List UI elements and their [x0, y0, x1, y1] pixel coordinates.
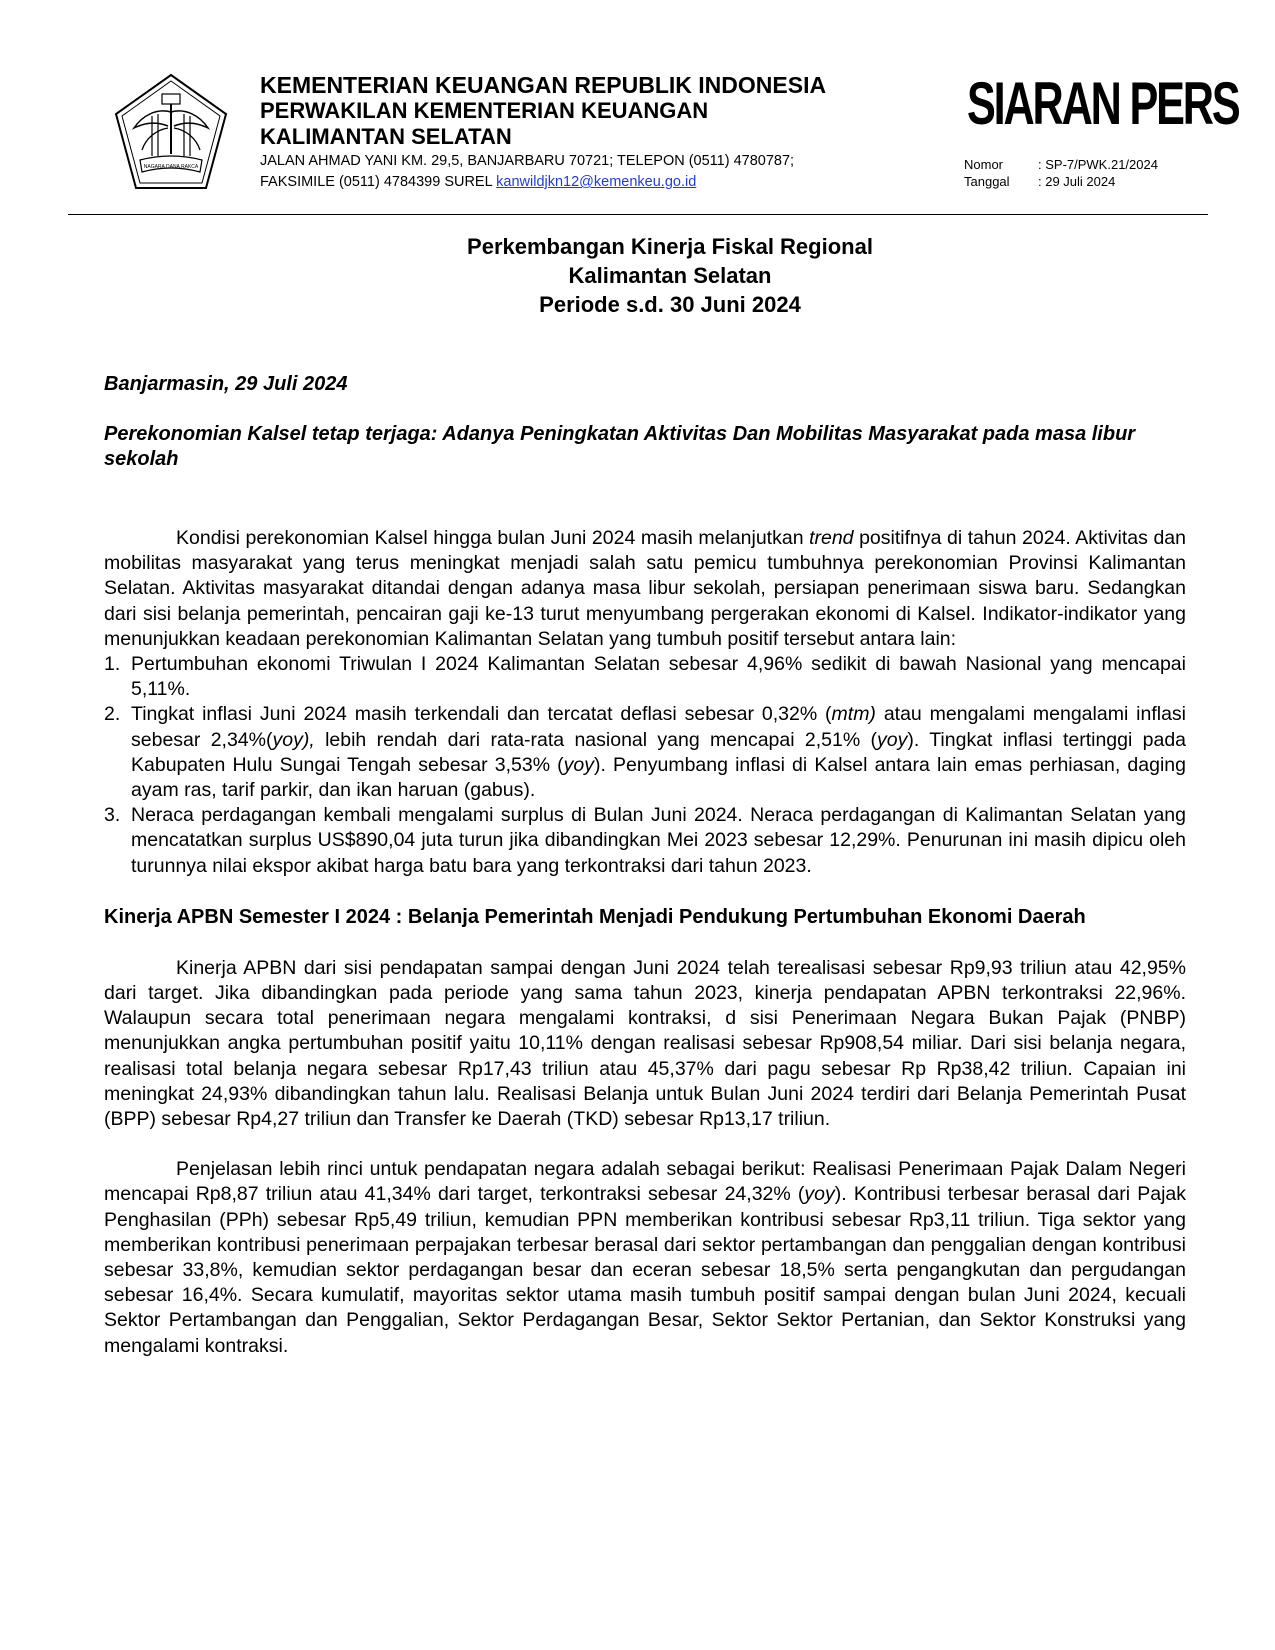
- para1-text-a: Kondisi perekonomian Kalsel hingga bulan Juni 2024 masih melanjutkan: [176, 527, 810, 549]
- paragraph-spacer: [104, 1132, 1186, 1157]
- list-text-italic: mtm): [831, 703, 876, 726]
- list-item: [104, 702, 1186, 803]
- paragraph-3: [104, 1157, 1186, 1359]
- subheading: Perekonomian Kalsel tetap terjaga: Adanya Peningkatan Aktivitas Dan Mobilitas Masyarakat pada masa libur sekolah: [104, 423, 1136, 470]
- title-line-2: Kalimantan Selatan: [568, 263, 772, 288]
- list-text-italic: yoy: [563, 753, 595, 776]
- indicator-list: [104, 652, 1186, 879]
- nomor-value: : SP-7/PWK.21/2024: [1038, 157, 1158, 172]
- list-text-part: ). Tingkat inflasi tertinggi pada Kabupaten Hulu Sungai Tengah sebesar 3,53% (: [131, 728, 1187, 776]
- list-text: [131, 702, 1186, 803]
- org-line-3: KALIMANTAN SELATAN: [260, 124, 512, 149]
- organization-block: [260, 72, 826, 192]
- list-number: 3.: [104, 804, 121, 827]
- para3-text-b: ). Kontribusi terbesar berasal dari Pajak Penghasilan (PPh) sebesar Rp5,49 triliun, kemudian PPN memberikan kontribusi sebesar Rp3,11 triliun. Tiga sektor yang memberikan kontribusi penerimaan perpajakan terbesar berasal dari sektor pertambangan dan penggalian dengan kontribusi sebesar 33,8%, kemudian sektor perdagangan besar dan eceran sebesar 18,5% serta pengangkutan dan pergudangan sebesar 16,4%. Secara kumulatif, mayoritas sektor utama masih tumbuh positif sampai dengan bulan Juni 2024, kecuali Sektor Pertambangan dan Penggalian, Sektor Perdagangan Besar, Sektor Sektor Pertanian, dan Sektor Konstruksi yang mengalami kontraksi.: [104, 1183, 1186, 1357]
- para1-text-b: positifnya di tahun 2024. Aktivitas dan mobilitas masyarakat yang terus meningkat menjadi salah satu pemicu tumbuhnya perekonomian Provinsi Kalimantan Selatan. Aktivitas masyarakat ditandai dengan adanya masa libur sekolah, persiapan penerimaan siswa baru. Sedangkan dari sisi belanja pemerintah, pencairan gaji ke-13 turut menyumbang pergerakan ekonomi di Kalsel. Indikator-indikator yang menunjukkan keadaan perekonomian Kalimantan Selatan yang tumbuh positif tersebut antara lain:: [104, 527, 1186, 650]
- list-text-part: ). Penyumbang inflasi di Kalsel antara lain emas perhiasan, daging ayam ras, tarif parkir, dan ikan haruan (gabus).: [131, 753, 1186, 802]
- fax-text: FAKSIMILE (0511) 4784399 SUREL: [260, 174, 497, 190]
- address-line-2: [260, 173, 826, 192]
- title-line-1: Perkembangan Kinerja Fiskal Regional: [467, 234, 873, 259]
- list-item: [104, 652, 1186, 702]
- document-meta: [964, 156, 1158, 190]
- list-text-italic: yoy),: [272, 728, 315, 751]
- press-release-label: SIARAN PERS: [967, 70, 1239, 137]
- list-item: [104, 803, 1186, 879]
- para3-yoy: yoy: [804, 1183, 835, 1206]
- logo-motto: NAGARA DANA RAKCA: [143, 164, 199, 170]
- org-line-2: PERWAKILAN KEMENTERIAN KEUANGAN: [260, 98, 709, 123]
- dateline: Banjarmasin, 29 Juli 2024: [104, 373, 348, 395]
- kemenkeu-emblem-icon: [112, 72, 230, 192]
- paragraph-1: [104, 526, 1186, 652]
- list-number: 2.: [104, 703, 121, 726]
- list-text-italic: yoy: [877, 728, 908, 751]
- list-text-part: atau mengalami mengalami inflasi sebesar 2,34%(: [131, 703, 1187, 751]
- section-heading: Kinerja APBN Semester I 2024 : Belanja Pemerintah Menjadi Pendukung Pertumbuhan Ekonomi Daerah: [104, 905, 1086, 928]
- nomor-label: Nomor: [964, 157, 1004, 172]
- list-text: Pertumbuhan ekonomi Triwulan I 2024 Kalimantan Selatan sebesar 4,96% sedikit di bawah Nasional yang mencapai 5,11%.: [131, 653, 1186, 701]
- list-text-part: lebih rendah dari rata-rata nasional yang mencapai 2,51% (: [314, 728, 877, 751]
- email-link[interactable]: kanwildjkn12@kemenkeu.go.id: [496, 174, 697, 190]
- letterhead: [112, 70, 1239, 198]
- para3-text-a: Penjelasan lebih rinci untuk pendapatan negara adalah sebagai berikut: Realisasi Penerimaan Pajak Dalam Negeri mencapai Rp8,87 triliun atau 41,34% dari target, terkontraksi sebesar 24,32% (: [104, 1158, 1186, 1206]
- tanggal-value: : 29 Juli 2024: [1038, 174, 1116, 189]
- list-text: Neraca perdagangan kembali mengalami surplus di Bulan Juni 2024. Neraca perdagangan di Kalimantan Selatan yang mencatatkan surplus US$890,04 juta turun jika dibandingkan Mei 2023 sebesar 12,29%. Penurunan ini masih dipicu oleh turunnya nilai ekspor akibat harga batu bara yang terkontraksi dari tahun 2023.: [131, 804, 1186, 877]
- org-line-1: KEMENTERIAN KEUANGAN REPUBLIK INDONESIA: [260, 72, 827, 98]
- document-body: [104, 372, 1186, 1359]
- title-line-3: Periode s.d. 30 Juni 2024: [539, 292, 801, 317]
- para1-trend: trend: [809, 527, 854, 549]
- list-text-part: Tingkat inflasi Juni 2024 masih terkendali dan tercatat deflasi sebesar 0,32% (: [131, 703, 832, 726]
- address-line-1: JALAN AHMAD YANI KM. 29,5, BANJARBARU 70721; TELEPON (0511) 4780787;: [260, 153, 795, 169]
- tanggal-label: Tanggal: [964, 174, 1010, 189]
- paragraph-2: Kinerja APBN dari sisi pendapatan sampai dengan Juni 2024 telah terealisasi sebesar Rp9,93 triliun atau 42,95% dari target. Jika dibandingkan pada periode yang sama tahun 2023, kinerja pendapatan APBN terkontraksi 22,96%. Walaupun secara total penerimaan negara mengalami kontraksi, d sisi Penerimaan Negara Bukan Pajak (PNBP) menunjukkan angka pertumbuhan positif yaitu 10,11% dengan realisasi sebesar Rp908,54 miliar. Dari sisi belanja negara, realisasi total belanja negara sebesar Rp17,43 triliun atau 45,37% dari pagu sebesar Rp Rp38,42 triliun. Capaian ini meningkat 24,93% dibandingkan tahun lalu. Realisasi Belanja untuk Bulan Juni 2024 terdiri dari Belanja Pemerintah Pusat (BPP) sebesar Rp4,27 triliun dan Transfer ke Daerah (TKD) sebesar Rp13,17 triliun.: [104, 956, 1186, 1131]
- document-title: [0, 232, 1275, 319]
- list-number: 1.: [104, 653, 121, 676]
- header-divider: [68, 214, 1208, 215]
